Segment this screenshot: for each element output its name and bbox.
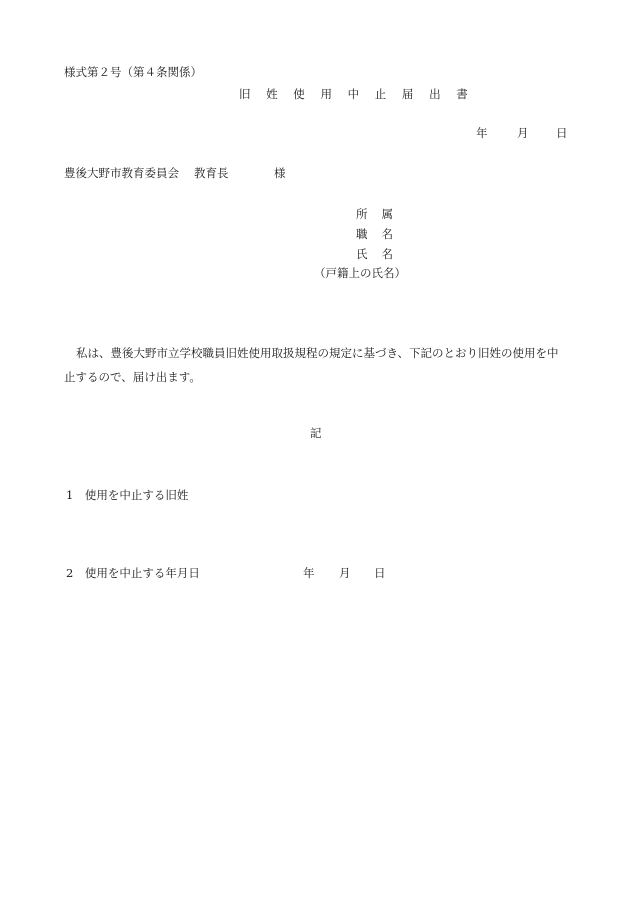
date-day-label: 日	[556, 126, 568, 140]
date-month-label: 月	[517, 126, 529, 140]
name-label: 氏名	[356, 247, 407, 261]
item-2-month-label: 月	[339, 566, 351, 580]
addressee-position: 教育長	[194, 166, 229, 180]
addressee-honorific: 様	[274, 166, 286, 180]
item-1-label: 1 使用を中止する旧姓	[66, 488, 189, 502]
declaration-body: 私は、豊後大野市立学校職員旧姓使用取扱規程の規定に基づき、下記のとおり旧姓の使用を中止するので、届け出ます。	[64, 346, 559, 384]
item-2-label: 2 使用を中止する年月日	[66, 566, 200, 580]
date-year-label: 年	[476, 126, 488, 140]
affiliation-label: 所属	[356, 207, 407, 221]
addressee-organization: 豊後大野市教育委員会	[64, 166, 179, 180]
item-2-day-label: 日	[374, 566, 386, 580]
document-title: 旧 姓 使 用 中 止 届 出 書	[239, 87, 474, 101]
position-label: 職名	[356, 227, 407, 241]
item-2-year-label: 年	[303, 566, 315, 580]
form-number: 様式第２号（第４条関係）	[64, 65, 202, 79]
ki-heading: 記	[310, 426, 322, 440]
registry-name-note: （戸籍上の氏名）	[314, 266, 406, 280]
